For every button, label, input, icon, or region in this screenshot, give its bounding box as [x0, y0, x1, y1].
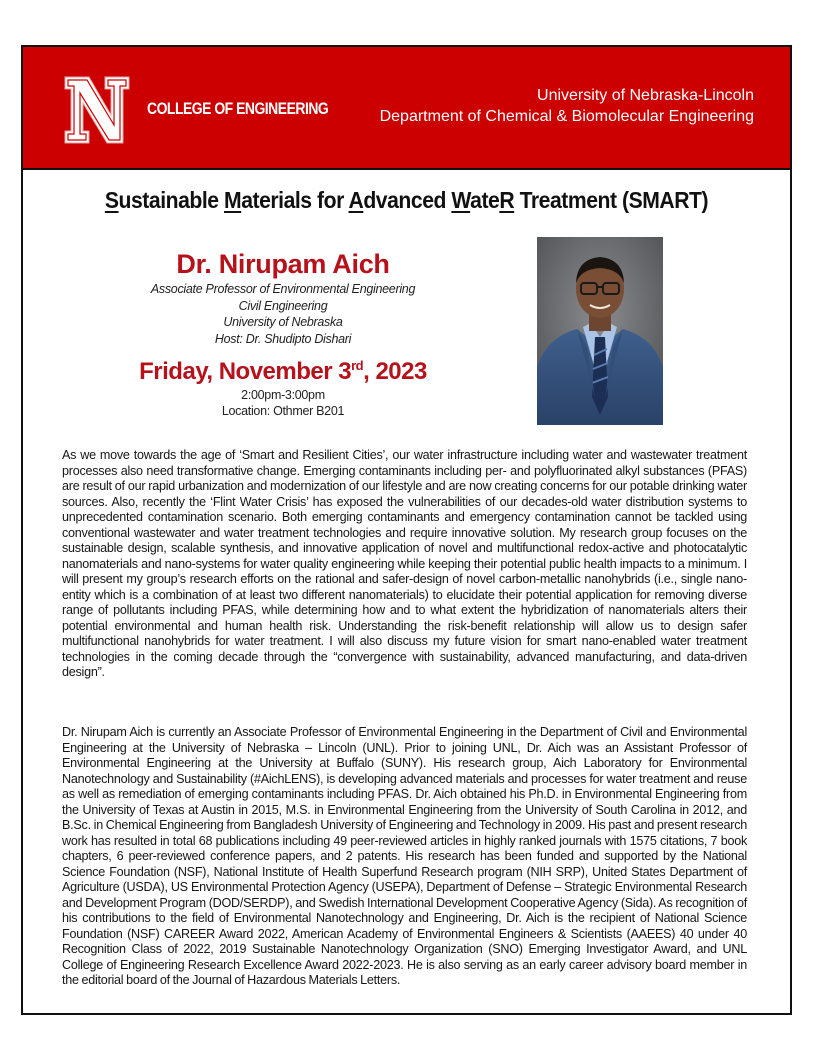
speaker-department: Civil Engineering	[238, 298, 328, 313]
college-label: COLLEGE OF ENGINEERING	[147, 99, 329, 118]
speaker-position: Associate Professor of Environmental Engineering	[150, 282, 416, 296]
speaker-info	[133, 247, 433, 419]
talk-title	[54, 187, 760, 214]
title-part: Wate	[451, 187, 500, 213]
host-name: Host: Dr. Shudipto Dishari	[214, 331, 352, 346]
nebraska-n-logo	[63, 75, 131, 145]
title-part: Materials for	[224, 187, 349, 213]
speaker-institution: University of Nebraska	[223, 315, 343, 329]
event-date: Friday, November 3rd, 2023	[139, 358, 427, 385]
header-banner	[23, 47, 790, 170]
department-name: Department of Chemical & Biomolecular Engineering	[379, 108, 754, 125]
title-part: Sustainable	[104, 187, 225, 213]
speaker-portrait-icon	[537, 237, 663, 425]
speaker-photo	[537, 237, 663, 425]
title-part: R Treatment (SMART)	[499, 187, 709, 213]
university-name: University of Nebraska-Lincoln	[537, 87, 754, 104]
event-time: 2:00pm-3:00pm	[241, 388, 325, 402]
university-info	[380, 85, 754, 127]
title-part: Advanced	[348, 187, 452, 213]
speaker-biography: Dr. Nirupam Aich is currently an Associate Professor of Environmental Engineering in the Department of Civil and Environmental Engineering at the University of Nebraska – Lincoln (UNL). Prior to joining UNL, Dr. Aich was an Assistant Professor of Environmental Engineering at the University at Buffalo (SUNY). His research group, Aich Laboratory for Environmental Nanotechnology and Sustainability (#AichLENS), is developing advanced materials and processes for water treatment and reuse as well as remediation of emerging contaminants including PFAS. Dr. Aich obtained his Ph.D. in Environmental Engineering from the University of Texas at Austin in 2015, M.S. in Environmental Engineering from the University of South Carolina in 2012, and B.Sc. in Chemical Engineering from Bangladesh University of Engineering and Technology in 2009. His past and present research work has resulted in total 68 publications including 49 peer-reviewed articles in highly ranked journals with 1575 citations, 7 book chapters, 6 peer-reviewed conference papers, and 2 patents. His research has been funded and supported by the National Science Foundation (NSF), National Institute of Health Superfund Research program (NIH SRP), United States Department of Agriculture (USDA), US Environmental Protection Agency (USEPA), Department of Defense – Strategic Environmental Research and Development Program (DOD/SERDP), and Swedish International Development Cooperative Agency (Sida). As recognition of his contributions to the field of Environmental Nanotechnology and Engineering, Dr. Aich is the recipient of National Science Foundation (NSF) CAREER Award 2022, American Academy of Environmental Engineers & Scientists (AAEES) 40 under 40 Recognition Class of 2022, 2019 Sustainable Nanotechnology Organization (SNO) Emerging Investigator Award, and UNL College of Engineering Research Excellence Award 2022-2023. He is also serving as an early career advisory board member in the editorial board of the Journal of Hazardous Materials Letters.	[62, 725, 747, 987]
event-location: Location: Othmer B201	[221, 404, 345, 418]
speaker-name: Dr. Nirupam Aich	[176, 249, 390, 279]
talk-abstract: As we move towards the age of ‘Smart and Resilient Cities’, our water infrastructure including water and wastewater treatment processes also need transformative change. Emerging contaminants including per- and polyfluorinated alkyl substances (PFAS) are result of our rapid urbanization and modernization of our lifestyle and are now creating concerns for our potable drinking water sources. Also, recently the ‘Flint Water Crisis’ has exposed the vulnerabilities of our decades-old water distribution systems to unprecedented contamination scenario. Both emerging contaminants and emergency contamination cannot be tackled using conventional wastewater and water treatment technologies and require innovative solution. My research group focuses on the sustainable design, scalable synthesis, and innovative application of novel and multifunctional redox-active and photocatalytic nanomaterials and nano-systems for water quality engineering while keeping their potential public health impacts to a minimum. I will present my group’s research efforts on the rational and safer-design of novel carbon-metallic nanohybrids (i.e., single nano-entity which is a combination of at least two different nanomaterials) to elucidate their potential application for removing diverse range of pollutants including PFAS, while determining how and to what extent the hybridization of nanomaterials alters their potential environmental and human health risk. Understanding the risk-benefit relationship will allow us to design safer multifunctional nanohybrids for water treatment. I will also discuss my future vision for smart nano-enabled water treatment technologies in the coming decade through the “convergence with sustainability, advanced manufacturing, and data-driven design”.	[62, 448, 747, 679]
flyer-frame	[21, 45, 792, 1015]
